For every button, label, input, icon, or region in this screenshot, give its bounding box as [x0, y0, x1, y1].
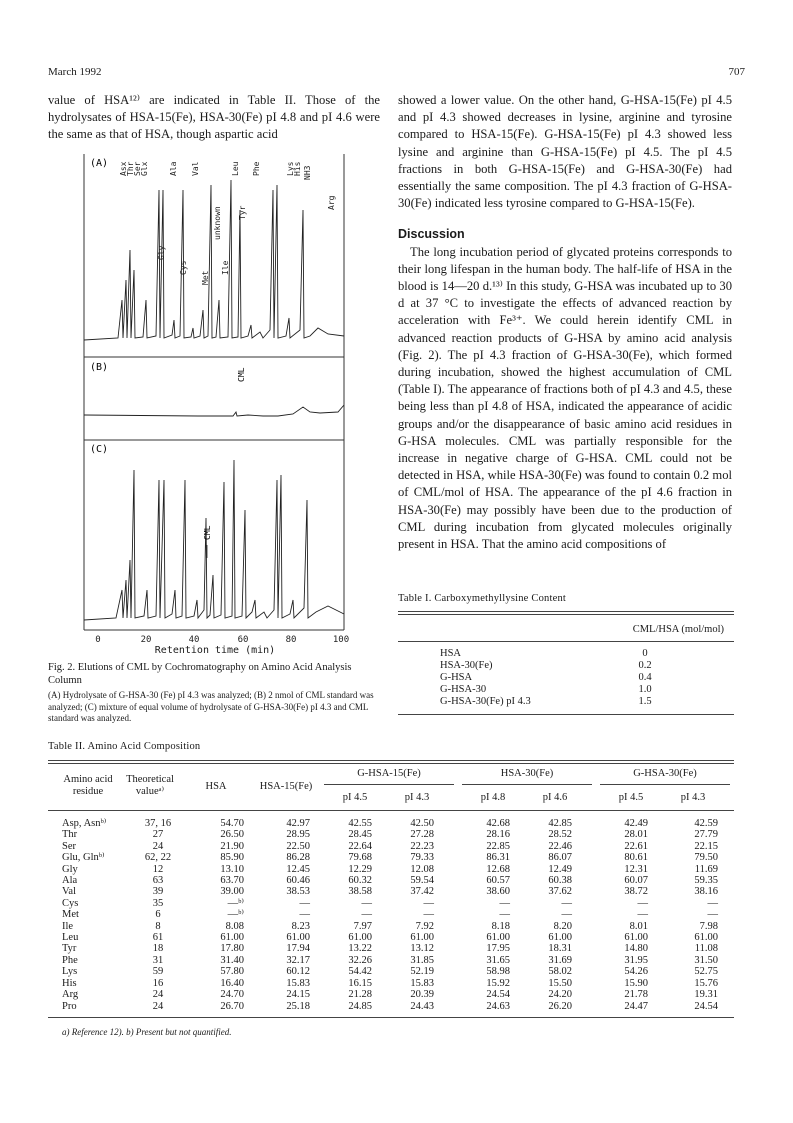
table2-value-cell: —: [561, 909, 572, 921]
table2-value-cell: 13.10: [220, 863, 244, 875]
table2-value-cell: 8.23: [291, 920, 310, 932]
figure-2: [48, 150, 382, 645]
table2-value-cell: 58.02: [548, 966, 572, 978]
table2-value-cell: 42.97: [286, 818, 310, 829]
table2-value-cell: 7.97: [353, 920, 372, 932]
table2-row: [48, 921, 734, 932]
table2-group-rule-1: [324, 784, 454, 785]
table2-value-cell: 38.53: [286, 886, 310, 898]
table2-footnote: a) Reference 12). b) Present but not quantified.: [62, 1027, 232, 1037]
table2-row: [48, 864, 734, 875]
table2-value-cell: 16: [152, 977, 164, 989]
table2-value-cell: 19.31: [694, 989, 718, 1001]
table2-value-cell: 28.95: [286, 829, 310, 841]
table2-header-hsa: HSA: [205, 781, 227, 792]
table2-residue-cell: Arg: [62, 989, 79, 1001]
table1-value: 1.5: [638, 696, 652, 707]
table2-value-cell: 12.31: [624, 863, 648, 875]
table2-residue-cell: Ala: [62, 875, 78, 887]
table2-value-cell: 60.12: [286, 966, 310, 978]
table2-value-cell: 60.46: [286, 875, 310, 887]
table2-value-cell: 32.17: [286, 954, 310, 966]
table2-value-cell: 22.64: [348, 840, 372, 852]
table2-value-cell: 42.55: [348, 818, 372, 829]
right-column-text: [398, 92, 732, 553]
table2-value-cell: 18.31: [548, 943, 572, 955]
table2-value-cell: 22.46: [548, 840, 572, 852]
x-tick-80: 80: [285, 635, 297, 645]
table2-value-cell: 24: [152, 989, 164, 1001]
panel-label-c: (C): [90, 444, 109, 455]
table2-residue-cell: Tyr: [62, 943, 77, 955]
table2-value-cell: —ᵇ⁾: [227, 909, 244, 921]
table2-row: [48, 841, 734, 852]
table2-value-cell: 86.28: [286, 852, 310, 864]
table2-value-cell: 31.85: [410, 954, 434, 966]
table2-residue-cell: Thr: [62, 829, 78, 841]
table2-value-cell: 31.69: [548, 954, 572, 966]
table2-header-theoretical: Theoretical valueᵃ⁾: [126, 774, 174, 797]
running-header-date: March 1992: [48, 66, 102, 78]
table2-value-cell: 32.26: [348, 954, 372, 966]
table2-value-cell: 31.50: [694, 954, 718, 966]
table2-value-cell: 79.68: [348, 852, 372, 864]
table2-residue-cell: Cys: [62, 897, 79, 909]
table2-value-cell: 79.33: [410, 852, 434, 864]
table2-value-cell: 60.38: [548, 875, 572, 887]
table2-residue-cell: Gly: [62, 863, 78, 875]
table2-sub-2: pI 4.3: [404, 792, 430, 803]
x-tick-40: 40: [188, 635, 200, 645]
table2-value-cell: 38.72: [624, 886, 648, 898]
peak-label-ile: Ile: [221, 260, 230, 275]
table2-value-cell: 8.08: [225, 920, 244, 932]
table2-value-cell: 24.63: [486, 1000, 510, 1012]
table2-value-cell: 60.07: [624, 875, 648, 887]
table1-value: 0.4: [638, 672, 652, 683]
table2-value-cell: —: [707, 897, 718, 909]
table2-value-cell: —: [361, 909, 372, 921]
table2-value-cell: 39: [152, 886, 164, 898]
table2-value-cell: 12: [152, 863, 164, 875]
table2-value-cell: 12.68: [486, 863, 510, 875]
table2-value-cell: 7.98: [699, 920, 718, 932]
table2-value-cell: 27.79: [694, 829, 718, 841]
table2-row: [48, 978, 734, 989]
table2-value-cell: 18: [152, 943, 164, 955]
table2-row: [48, 955, 734, 966]
table2-group-ghsa15: G-HSA-15(Fe): [357, 768, 421, 779]
results-paragraph: showed a lower value. On the other hand, G-HSA-15(Fe) pI 4.5 and pI 4.3 showed decreases in lysine, arginine and tyrosine compared to HSA-15(Fe). G-HSA-15(Fe) pI 4.3 showed less lysine and arginine than G-HSA-15(Fe) pI 4.5. The pI 4.5 fractions in both G-HSA-15(Fe) and G-HSA-30(Fe) had essentially the same composition. The pI 4.3 fraction of G-HSA-30(Fe) indicated less tyrosine compared to G-HSA-15(Fe).: [398, 93, 732, 211]
table2-sub-3: pI 4.8: [480, 792, 506, 803]
peak-label-nh3: NH3: [303, 165, 312, 180]
table2-row: [48, 1001, 734, 1012]
table2-value-cell: 7.92: [415, 920, 434, 932]
table2-value-cell: 16.15: [348, 977, 372, 989]
table2-row: [48, 818, 734, 829]
table2-value-cell: 58.98: [486, 966, 510, 978]
x-tick-0: 0: [95, 635, 101, 645]
table2-row: [48, 909, 734, 920]
table2-value-cell: 61.00: [624, 932, 648, 944]
table2-value-cell: 61.00: [410, 932, 434, 944]
table2-value-cell: 22.50: [286, 840, 310, 852]
chromatogram-svg: [48, 150, 382, 650]
table2-value-cell: 38.16: [694, 886, 718, 898]
table2-value-cell: 21.78: [624, 989, 648, 1001]
figure-caption-body: (A) Hydrolysate of G-HSA-30 (Fe) pI 4.3 was analyzed; (B) 2 nmol of CML standard was analyzed; (C) mixture of equal volume of hydrolysate of G-HSA-30(Fe) pI 4.3 and CML standard was analyzed.: [48, 690, 374, 723]
table2-value-cell: —: [361, 897, 372, 909]
table2-value-cell: 37.42: [410, 886, 434, 898]
figure-caption: [48, 661, 382, 725]
table2-sub-4: pI 4.6: [542, 792, 568, 803]
table2-value-cell: 61.00: [286, 932, 310, 944]
table2-value-cell: 86.07: [548, 852, 572, 864]
table2-row: [48, 875, 734, 886]
table2-value-cell: 15.76: [694, 977, 718, 989]
table2-value-cell: 22.85: [486, 840, 510, 852]
table2-value-cell: 24.15: [286, 989, 310, 1001]
table2-value-cell: 59: [152, 966, 164, 978]
table2-sub-6: pI 4.3: [680, 792, 706, 803]
table2-value-cell: 11.69: [694, 863, 718, 875]
x-axis-label: Retention time (min): [154, 645, 276, 656]
table2-value-cell: 15.83: [410, 977, 434, 989]
table2-value-cell: 61.00: [548, 932, 572, 944]
table2-value-cell: 15.92: [486, 977, 510, 989]
table2-value-cell: 12.49: [548, 863, 572, 875]
table1-row: [440, 660, 690, 672]
table2-value-cell: 31: [152, 954, 164, 966]
trace-panel-b: [84, 405, 344, 416]
cml-label-panel-b: CML: [237, 367, 246, 382]
table2-value-cell: 59.35: [694, 875, 718, 887]
table2-value-cell: 27.28: [410, 829, 434, 841]
table2-value-cell: 38.58: [348, 886, 372, 898]
table2-residue-cell: Ile: [62, 920, 74, 932]
table2-value-cell: —: [299, 909, 310, 921]
table2-residue-cell: Ser: [62, 840, 76, 852]
table2-value-cell: 26.70: [220, 1000, 244, 1012]
panel-label-b: (B): [90, 362, 109, 373]
table2-residue-cell: Phe: [62, 954, 78, 966]
table2-value-cell: 27: [152, 829, 164, 841]
table2-row: [48, 852, 734, 863]
table2-value-cell: 21.28: [348, 989, 372, 1001]
discussion-paragraph: The long incubation period of glycated proteins corresponds to their long lifespan in the human body. The half-life of HSA in the blood is 14—20 d.¹³⁾ In this study, G-HSA was incubated up to 30 d at 37 °C to investigate the effects of advanced reaction by acceleration with Fe³⁺. We could herein identify CML in advanced reaction products of G-HSA by amino acid analysis (Fig. 2). The pI 4.3 fraction of G-HSA-30(Fe), which formed during incubation, showed the highest accumulation of CML (Table I). The appearance of fractions both of pI 4.3 and 4.5, these being less than pI 4.8 of HSA, indicated the appearance of acidic groups and/or the disappearance of basic amino acid residues in G-HSA molecules. CML was partially responsible for the increase in negative charge of G-HSA. CML could not be detected in HSA, while HSA-30(Fe) was found to contain 0.2 mol of CML/mol of HSA. The appearance of the pI 4.6 fraction in HSA-30(Fe) may possibly have been due to the production of CML during incubation from glycated molecules originally present in HSA. That the amino acid compositions of: [398, 244, 732, 552]
table2-value-cell: 38.60: [486, 886, 510, 898]
table1-header-rule: [398, 641, 734, 642]
table2-value-cell: 17.80: [220, 943, 244, 955]
table2-value-cell: 42.85: [548, 818, 572, 829]
table1-title: Table I. Carboxymethyllysine Content: [398, 593, 567, 604]
table2-value-cell: 12.45: [286, 863, 310, 875]
table1-value: 1.0: [638, 684, 652, 695]
table2-title: Table II. Amino Acid Composition: [48, 741, 201, 752]
table2-group-rule-3: [600, 784, 730, 785]
table2-value-cell: 11.08: [694, 943, 718, 955]
table2-value-cell: 26.20: [548, 1000, 572, 1012]
table1-row: [440, 696, 690, 708]
table2-top-rule: [48, 760, 734, 764]
table2-value-cell: 24.70: [220, 989, 244, 1001]
peak-label-phe: Phe: [252, 161, 261, 176]
table2-row: [48, 829, 734, 840]
table2-row: [48, 943, 734, 954]
table2-value-cell: 52.75: [694, 966, 718, 978]
table2-value-cell: 61.00: [694, 932, 718, 944]
table2-header-rule: [48, 810, 734, 811]
table2-value-cell: 22.15: [694, 840, 718, 852]
table1-top-rule: [398, 611, 734, 615]
table2-group-rule-2: [462, 784, 592, 785]
table2-value-cell: 54.70: [220, 818, 244, 829]
table2-group-ghsa30: G-HSA-30(Fe): [633, 768, 697, 779]
table1-row: [440, 672, 690, 684]
table2-value-cell: 39.00: [220, 886, 244, 898]
table2-value-cell: 8.01: [629, 920, 648, 932]
peak-label-met: Met: [201, 270, 210, 285]
table2-sub-5: pI 4.5: [618, 792, 644, 803]
table2-value-cell: 24: [152, 840, 164, 852]
table2-row: [48, 898, 734, 909]
table2-value-cell: 8.18: [491, 920, 510, 932]
figure-caption-title: Fig. 2. Elutions of CML by Cochromatography on Amino Acid Analysis Column: [48, 662, 352, 686]
table2-sub-1: pI 4.5: [342, 792, 368, 803]
table2-value-cell: 15.50: [548, 977, 572, 989]
table2-value-cell: —: [637, 897, 648, 909]
table2-value-cell: 6: [155, 909, 161, 921]
peak-label-thr: Thr: [126, 161, 135, 176]
table2-value-cell: —: [561, 897, 572, 909]
table2-value-cell: —: [637, 909, 648, 921]
table2-header-residue: Amino acid residue: [63, 774, 113, 797]
table2-value-cell: 22.23: [410, 840, 434, 852]
table2-residue-cell: Val: [62, 886, 76, 898]
table2-value-cell: 42.59: [694, 818, 718, 829]
table2-value-cell: 61.00: [220, 932, 244, 944]
table2-value-cell: 20.39: [410, 989, 434, 1001]
table2-value-cell: 31.65: [486, 954, 510, 966]
x-tick-100: 100: [332, 635, 350, 645]
table2-value-cell: 24: [152, 1000, 164, 1012]
table1-value: 0: [642, 648, 648, 659]
table2-value-cell: 63: [152, 875, 164, 887]
table2-value-cell: —: [299, 897, 310, 909]
table1-sample: G-HSA-30(Fe) pI 4.3: [440, 696, 531, 707]
table2-value-cell: —: [423, 909, 434, 921]
table2-value-cell: 86.31: [486, 852, 510, 864]
table2-value-cell: 54.42: [348, 966, 372, 978]
peak-label-ala: Ala: [169, 161, 178, 176]
x-tick-20: 20: [140, 635, 152, 645]
panel-label-a: (A): [90, 158, 109, 169]
trace-panel-c: [84, 460, 344, 620]
table1-sample: HSA-30(Fe): [440, 660, 493, 671]
peak-label-leu: Leu: [231, 161, 240, 176]
table1-sample: HSA: [440, 648, 462, 659]
table1-row: [440, 684, 690, 696]
table2-residue-cell: Glu, Glnᵇ⁾: [62, 852, 105, 864]
table2-value-cell: 61.00: [486, 932, 510, 944]
table1: [440, 648, 690, 708]
page-number: 707: [728, 66, 745, 78]
peak-label-his: His: [293, 161, 302, 176]
table2-header: [48, 768, 734, 808]
table2-value-cell: 21.90: [220, 840, 244, 852]
table2-group-hsa30: HSA-30(Fe): [500, 768, 554, 779]
table2-value-cell: 22.61: [624, 840, 648, 852]
peak-label-arg: Arg: [327, 195, 336, 210]
table2-value-cell: 31.40: [220, 954, 244, 966]
table2-value-cell: 62, 22: [144, 852, 172, 864]
table2-value-cell: 24.43: [410, 1000, 434, 1012]
table2-value-cell: 24.54: [694, 1000, 718, 1012]
table2-value-cell: 37.62: [548, 886, 572, 898]
table2: [48, 818, 734, 1012]
table2-value-cell: —ᵇ⁾: [227, 897, 244, 909]
table2-row: [48, 886, 734, 897]
table2-value-cell: 12.29: [348, 863, 372, 875]
table1-row: [440, 648, 690, 660]
table2-header-hsa15: HSA-15(Fe): [259, 781, 313, 792]
table2-value-cell: 85.90: [220, 852, 244, 864]
left-column-text: [48, 92, 380, 144]
peak-label-asx: Asx: [119, 161, 128, 176]
table2-value-cell: 42.50: [410, 818, 434, 829]
table2-value-cell: 12.08: [410, 863, 434, 875]
table2-residue-cell: His: [62, 977, 77, 989]
table2-value-cell: 59.54: [410, 875, 434, 887]
table2-value-cell: 16.40: [220, 977, 244, 989]
table2-value-cell: 42.68: [486, 818, 510, 829]
table2-value-cell: 28.45: [348, 829, 372, 841]
table2-value-cell: 13.12: [410, 943, 434, 955]
table2-residue-cell: Leu: [62, 932, 79, 944]
table2-value-cell: 37, 16: [144, 818, 172, 829]
table1-sample: G-HSA: [440, 672, 473, 683]
table2-value-cell: 57.80: [220, 966, 244, 978]
table2-value-cell: —: [423, 897, 434, 909]
table2-row: [48, 989, 734, 1000]
table2-value-cell: 8.20: [553, 920, 572, 932]
table2-value-cell: 61: [152, 932, 164, 944]
table2-row: [48, 966, 734, 977]
x-tick-60: 60: [237, 635, 249, 645]
trace-panel-a: [84, 180, 344, 340]
table2-row: [48, 932, 734, 943]
table2-residue-cell: Pro: [62, 1000, 77, 1012]
table1-bottom-rule: [398, 714, 734, 715]
table2-value-cell: 17.95: [486, 943, 510, 955]
table2-value-cell: 8: [155, 920, 161, 932]
table2-value-cell: 28.01: [624, 829, 648, 841]
peak-label-gly: Gly: [157, 245, 166, 260]
table2-value-cell: —: [707, 909, 718, 921]
table2-value-cell: 28.16: [486, 829, 510, 841]
table2-value-cell: 24.54: [486, 989, 510, 1001]
table2-value-cell: 15.83: [286, 977, 310, 989]
table2-value-cell: —: [499, 897, 510, 909]
cml-label-panel-c: CML: [203, 525, 212, 540]
table2-value-cell: 60.57: [486, 875, 510, 887]
table2-value-cell: 35: [152, 897, 164, 909]
peak-label-unknown: unknown: [213, 206, 222, 240]
table2-value-cell: 80.61: [624, 852, 648, 864]
table2-residue-cell: Asp, Asnᵇ⁾: [62, 818, 107, 829]
peak-label-tyr: Tyr: [238, 205, 247, 220]
table2-residue-cell: Lys: [62, 966, 78, 978]
table2-value-cell: 25.18: [286, 1000, 310, 1012]
table2-value-cell: —: [499, 909, 510, 921]
table2-value-cell: 79.50: [694, 852, 718, 864]
table2-value-cell: 63.70: [220, 875, 244, 887]
peak-label-val: Val: [191, 161, 200, 176]
left-paragraph: value of HSA¹²⁾ are indicated in Table II. Those of the hydrolysates of HSA-15(Fe), HSA-30(Fe) pI 4.8 and pI 4.6 were the same as that of HSA, though aspartic acid: [48, 93, 380, 142]
table2-value-cell: 28.52: [548, 829, 572, 841]
table2-residue-cell: Met: [62, 909, 79, 921]
table2-value-cell: 24.47: [624, 1000, 648, 1012]
discussion-heading: Discussion: [398, 227, 465, 242]
table2-value-cell: 17.94: [286, 943, 310, 955]
table2-value-cell: 13.22: [348, 943, 372, 955]
table1-value: 0.2: [638, 660, 652, 671]
peak-label-ser: Ser: [133, 161, 142, 176]
table2-value-cell: 24.20: [548, 989, 572, 1001]
table2-value-cell: 26.50: [220, 829, 244, 841]
table2-value-cell: 24.85: [348, 1000, 372, 1012]
peak-label-glx: Glx: [140, 161, 149, 176]
table2-bottom-rule: [48, 1017, 734, 1018]
table2-value-cell: 14.80: [624, 943, 648, 955]
table1-col-header: CML/HSA (mol/mol): [632, 624, 724, 635]
peak-label-cys: Cys: [179, 260, 188, 275]
table2-value-cell: 61.00: [348, 932, 372, 944]
table2-value-cell: 52.19: [410, 966, 434, 978]
table1-sample: G-HSA-30: [440, 684, 487, 695]
table2-value-cell: 15.90: [624, 977, 648, 989]
peak-label-lys: Lys: [286, 161, 295, 176]
table2-value-cell: 60.32: [348, 875, 372, 887]
table2-value-cell: 42.49: [624, 818, 648, 829]
table2-value-cell: 54.26: [624, 966, 648, 978]
table2-value-cell: 31.95: [624, 954, 648, 966]
